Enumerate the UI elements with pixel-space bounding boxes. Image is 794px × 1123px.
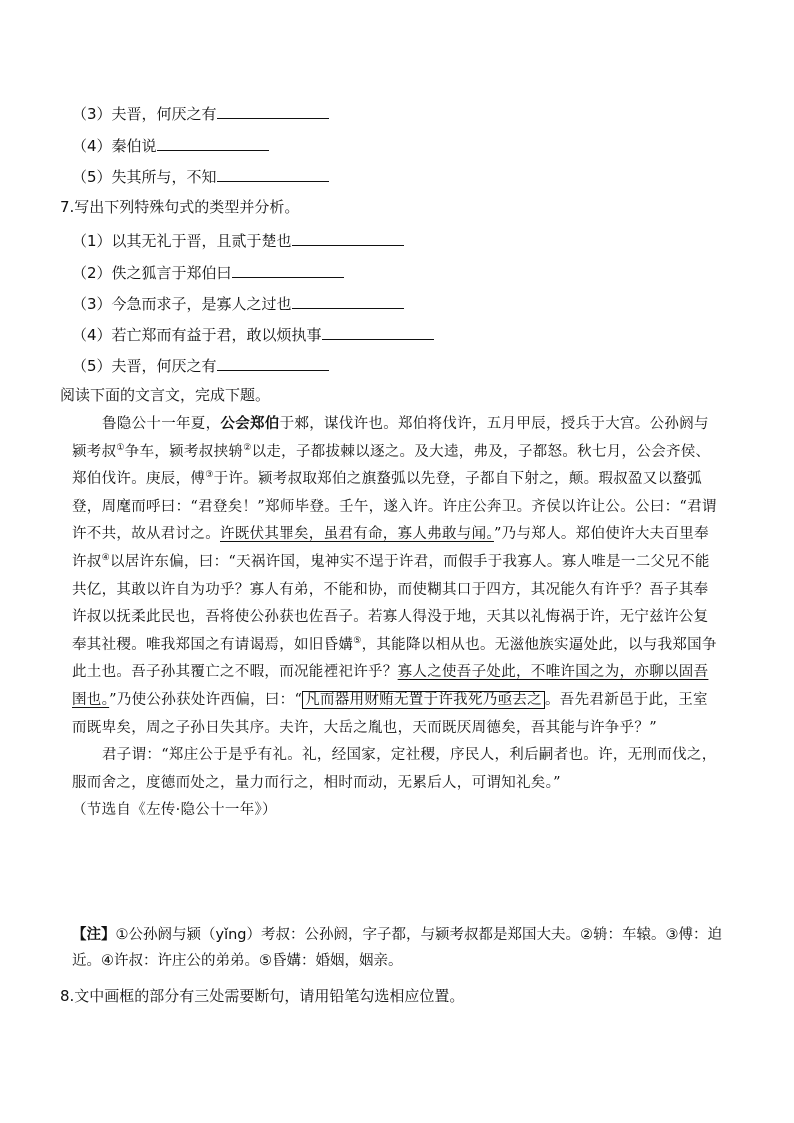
footnote-mark: ③: [205, 470, 214, 481]
item-number: （2）: [72, 264, 112, 282]
q7-item-4: [72, 323, 434, 345]
passage-source: （节选自《左传·隐公十一年》）: [72, 802, 277, 819]
item-number: （3）: [72, 105, 112, 123]
q7-title: 7.写出下列特殊句式的类型并分析。: [60, 198, 300, 216]
passage-text: 以居许东偏，曰：“天祸许国，鬼神实不逞于许君，而假手于我寡人。寡人唯是一二父兄不能共亿，其敢以许自为功乎？寡人有弟，不能和协，而使糊其口于四方，其况能久有许乎？吾子其奉许叔以抚柔此民也，吾将使公孙获也佐吾子。若寡人得没于地，天其以礼悔祸于许，无宁兹许公复奉其社稷。唯我郑国之有请谒焉，如旧昏媾: [72, 553, 710, 653]
passage-bold-text: 公会郑伯: [220, 415, 280, 432]
q6-item-5: [72, 165, 329, 187]
item-text: 夫晋，何厌之有: [111, 105, 217, 123]
passage-text: ，其能降以相从也。无滋他族实逼处此，以与我郑国争此土也。吾子孙其覆亡之不暇，而况能禋祀许乎？: [72, 636, 717, 681]
passage-paragraph-1: [72, 410, 722, 742]
item-text: 以其无礼于晋，且贰于楚也: [111, 232, 292, 250]
item-text: 失其所与，不知: [111, 168, 217, 186]
passage-text: 。吾先君新邑于此，王室而既卑矣，周之子孙日失其序。夫许，大岳之胤也，天而既厌周德矣，吾其能与许争乎？”: [72, 691, 708, 736]
passage-paragraph-2: 君子谓：“郑庄公于是乎有礼。礼，经国家，定社稷，序民人，利后嗣者也。许，无刑而伐之，服而舍之，度德而处之，量力而行之，相时而动，无累后人，可谓知礼矣。”: [72, 747, 717, 791]
q7-item-3: [72, 292, 404, 314]
item-number: （5）: [72, 168, 112, 186]
footnote-mark: ⑤: [353, 635, 362, 646]
q6-item-4: [72, 134, 269, 156]
item-text: 若亡郑而有益于君，敢以烦执事: [111, 326, 322, 344]
footnote-mark: ①: [116, 442, 125, 453]
note-text: ①公孙阏与颍（yǐng）考叔：公孙阏，字子都，与颍考叔都是郑国大夫。②辀：车辕。③傅：迫近。④许叔：许庄公的弟弟。⑤昏媾：婚姻，姻亲。: [72, 927, 722, 969]
passage-text: 争车，颍考叔挟辀: [124, 443, 244, 460]
passage-text: 于郲，谋伐许也。郑伯将伐许，五月甲辰，授兵于大宫。公孙阏与颍考叔: [72, 416, 709, 460]
answer-blank[interactable]: [157, 134, 269, 151]
footnote-mark: ④: [101, 553, 110, 564]
item-text: 今急而求子，是寡人之过也: [111, 295, 292, 313]
item-number: （4）: [72, 326, 112, 344]
item-text: 佚之狐言于郑伯曰: [111, 264, 232, 282]
q7-item-5: [72, 354, 329, 376]
item-text: 秦伯说: [111, 137, 157, 155]
item-number: （3）: [72, 295, 112, 313]
answer-blank[interactable]: [217, 165, 329, 182]
q6-item-3: [72, 102, 329, 124]
reading-intro: 阅读下面的文言文，完成下题。: [60, 386, 271, 404]
passage-text: ”乃与郑人。郑伯使许大夫百里奉许叔: [72, 526, 709, 570]
answer-blank[interactable]: [217, 102, 329, 119]
answer-blank[interactable]: [322, 323, 434, 340]
passage-text: 于许。颍考叔取郑伯之旗蝥弧以先登，子都自下射之，颠。瑕叔盈又以蝥弧登，周麾而呼曰：“君登矣！”郑师毕登。壬午，遂入许。许庄公奔卫。齐侯以许让公。公曰：“君谓许不共，故从君讨之。: [72, 471, 717, 543]
passage-text: 鲁隐公十一年夏，: [102, 416, 221, 432]
passage-text: ”乃使公孙获处许西偏，曰：“: [109, 691, 303, 708]
boxed-sentence[interactable]: 凡而器用财贿无置于许我死乃亟去之: [302, 691, 545, 709]
q8-title: 8.文中画框的部分有三处需要断句，请用铅笔勾选相应位置。: [60, 987, 465, 1005]
item-number: （1）: [72, 232, 112, 250]
underlined-sentence-2: 寡人之使吾子处此，不唯许国之为，亦聊以固吾圉也。: [72, 664, 709, 708]
footnote-mark: ②: [243, 442, 252, 453]
note-label: 【注】: [72, 927, 116, 943]
passage-text: 以走，子都拔棘以逐之。及大逵，弗及，子都怒。秋七月，公会齐侯、郑伯伐许。庚辰，傅: [72, 443, 711, 488]
answer-blank[interactable]: [232, 261, 344, 278]
answer-blank[interactable]: [292, 292, 404, 309]
q7-item-2: [72, 261, 344, 283]
answer-blank[interactable]: [292, 229, 404, 246]
annotation-note: [72, 922, 732, 974]
answer-blank[interactable]: [217, 354, 329, 371]
item-number: （5）: [72, 357, 112, 375]
item-text: 夫晋，何厌之有: [111, 357, 217, 375]
passage: [72, 410, 722, 825]
item-number: （4）: [72, 137, 112, 155]
underlined-sentence-1: 许既伏其罪矣，虽君有命，寡人弗敢与闻。: [220, 526, 494, 543]
q7-item-1: [72, 229, 404, 251]
